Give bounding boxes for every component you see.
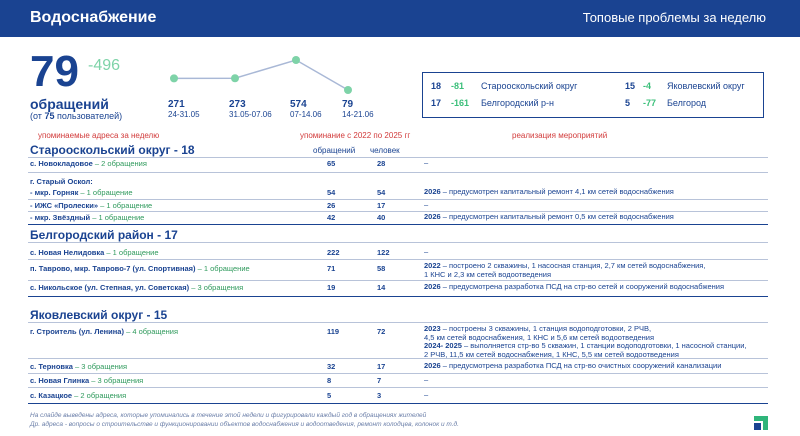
trend-point (292, 56, 300, 64)
users-label: (от 75 пользователей) (30, 111, 123, 121)
divider (28, 373, 768, 374)
table-row: с. Новая Глинка – 3 обращения 8 7 – (30, 375, 429, 385)
table-row: с. Новая Нелидовка – 1 обращение 222 122 – (30, 247, 429, 257)
table-row: с. Терновка – 3 обращения 32 17 2026 – предусмотрена разработка ПСД на стр-во очистных сооружений канализации (30, 361, 722, 371)
trend-date-label: 07-14.06 (290, 110, 322, 119)
trend-date-label: 31.05-07.06 (229, 110, 272, 119)
appeals-delta: -496 (88, 57, 121, 74)
divider (28, 280, 768, 281)
trend-point (344, 86, 352, 94)
trend-value-label: 273 (229, 99, 246, 110)
appeals-label: обращений (30, 96, 109, 112)
summary-item: 17 -161 Белгородский р-н (431, 98, 554, 108)
table-row: - ИЖС «Пролески» – 1 обращение 26 17 – (30, 200, 429, 210)
section-divider (28, 296, 768, 297)
trend-point (170, 74, 178, 82)
trend-date-label: 24-31.05 (168, 110, 200, 119)
divider (28, 199, 768, 200)
col-addresses-header: упоминаемые адреса за неделю (38, 131, 160, 140)
section-divider (28, 224, 768, 225)
footnote: Др. адреса - вопросы о строительстве и функционировании объектов водоснабжения и водоотведения, ремонт колодцев, колонок и т.д. (30, 421, 459, 428)
trend-point (231, 74, 239, 82)
table-row: с. Новокладовое – 2 обращения 65 28 – (30, 158, 429, 168)
table-row: п. Таврово, мкр. Таврово-7 (ул. Спортивная) – 1 обращение 71 58 2022 – построено 2 скважины, 1 насосная станция, 2,7 км сетей водоснабжения, 1 КНС и 2,3 км сетей водоотведения (30, 261, 706, 279)
summary-item: 18 -81 Старооскольский округ (431, 81, 578, 91)
trend-date-label: 14-21.06 (342, 110, 374, 119)
summary-item: 5 -77 Белгород (625, 98, 707, 108)
district-title: Белгородский район - 17 (30, 228, 178, 242)
footnote: На слайде выведены адреса, которые упоминались в течение этой недели и фигурировали каждый год в обращениях жителей (30, 412, 427, 419)
page-title: Водоснабжение (30, 9, 157, 26)
trend-value-label: 574 (290, 99, 307, 110)
table-row: - мкр. Горняк – 1 обращение 54 54 2026 – предусмотрен капитальный ремонт 4,1 км сетей водоснабжения (30, 187, 674, 197)
district-title: Яковлевский округ - 15 (30, 308, 168, 322)
col-since-header: упоминание с 2022 по 2025 гг (300, 131, 411, 140)
table-row: г. Строитель (ул. Ленина) – 4 обращения 119 72 2023 – построены 3 скважины, 1 станция водоподготовки, 2 РЧВ, 4,5 км сетей водоснабжения, 1 КНС и 5,6 км сетей водоотведения 2024- 2025 – выполняется стр-во 5 скважин, 1 станции водоподготовки, 1 насосной станции, 2 РЧВ, 11,5 км сетей водоснабжения, 1 КНС, 5,5 км сетей водоотведения (30, 324, 747, 359)
divider (28, 157, 768, 158)
table-row: с. Казацкое – 2 обращения 5 3 – (30, 390, 429, 400)
trend-value-label: 79 (342, 99, 354, 110)
district-title: Старооскольский округ - 18 (30, 143, 195, 157)
table-row: - мкр. Звёздный – 1 обращение 42 40 2026 – предусмотрен капитальный ремонт 0,5 км сетей водоснабжения (30, 212, 674, 222)
divider (28, 259, 768, 260)
brand-logo-icon (752, 414, 770, 432)
divider (28, 172, 768, 173)
col-measures-header: реализация мероприятий (512, 131, 608, 140)
col-people-header: человек (370, 146, 400, 155)
divider (28, 242, 768, 243)
header-bar (0, 0, 800, 37)
trend-value-label: 271 (168, 99, 185, 110)
divider (28, 322, 768, 323)
summary-item: 15 -4 Яковлевский округ (625, 81, 745, 91)
page-subtitle: Топовые проблемы за неделю (582, 10, 766, 25)
section-divider (28, 403, 768, 404)
table-row: г. Старый Оскол: (30, 177, 93, 186)
district-summary-box (422, 72, 764, 118)
table-row: с. Никольское (ул. Степная, ул. Советская) – 3 обращения 19 14 2026 – предусмотрена разработка ПСД на стр-во сетей и сооружений водоснабжения (30, 282, 725, 292)
appeals-count: 79 (30, 47, 79, 96)
divider (28, 387, 768, 388)
trend-line (174, 60, 348, 90)
divider (28, 358, 768, 359)
col-appeals-header: обращений (313, 146, 356, 155)
